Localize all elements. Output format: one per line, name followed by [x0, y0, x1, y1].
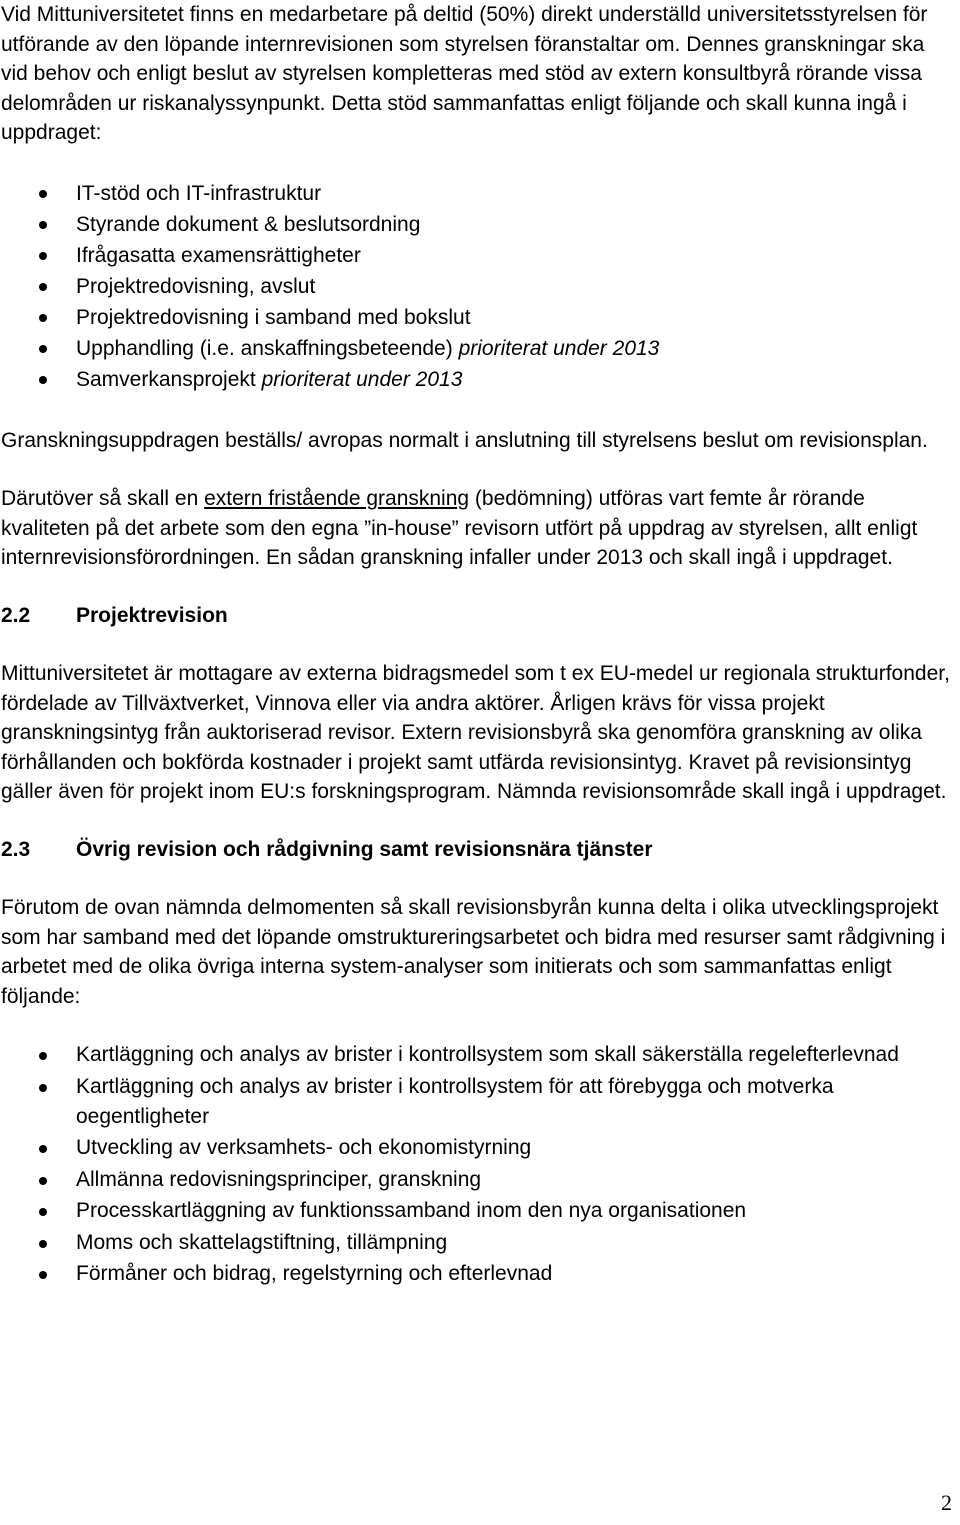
list-item: Kartläggning och analys av brister i kontrollsystem för att förebygga och motverka oegentligheter: [1, 1072, 951, 1132]
priority-note: prioriterat under 2013: [261, 367, 463, 391]
other-revision-paragraph: Förutom de ovan nämnda delmomenten så skall revisionsbyrån kunna delta i olika utvecklingsprojekt som har samband med det löpande omstruktureringsarbetet och bidra med resurser samt rådgivning i arbetet med de olika övriga interna system-analyser som initierats och som sammanfattas enligt följande:: [1, 896, 946, 1008]
bullet-icon: [39, 1177, 47, 1185]
list-item: Ifrågasatta examensrättigheter: [1, 240, 951, 271]
section-number: 2.3: [1, 837, 31, 861]
external-review-paragraph: Därutöver så skall en extern fristående granskning (bedömning) utföras vart femte år rörande kvaliteten på det arbete som den egna ”in-house” revisorn utfört på uppdrag av styrelsen, allt enligt internrevisionsförordningen. En sådan granskning infaller under 2013 och skall ingå i uppdraget.: [1, 487, 918, 569]
support-areas-list: [1, 178, 951, 395]
bullet-icon: [39, 1052, 47, 1060]
list-item: Utveckling av verksamhets- och ekonomistyrning: [1, 1133, 951, 1163]
section-heading-2-2: [1, 601, 951, 631]
list-item: Förmåner och bidrag, regelstyrning och efterlevnad: [1, 1259, 951, 1289]
list-item: IT-stöd och IT-infrastruktur: [1, 178, 951, 209]
project-revision-paragraph: Mittuniversitetet är mottagare av externa bidragsmedel som t ex EU-medel ur regionala strukturfonder, fördelade av Tillväxtverket, Vinnova eller via andra aktörer. Årligen krävs för vissa projekt granskningsintyg från auktoriserad revisor. Extern revisionsbyrå ska genomföra granskning av olika förhållanden och bokförda kostnader i projekt samt utfärda revisionsintyg. Kravet på revisionsintyg gäller även för projekt inom EU:s forskningsprogram. Nämnda revisionsområde skall ingå i uppdraget.: [1, 662, 950, 803]
list-item: Styrande dokument & beslutsordning: [1, 209, 951, 240]
bullet-icon: [39, 376, 47, 384]
external-review-term: extern fristående granskning: [204, 487, 470, 510]
list-item: Upphandling (i.e. anskaffningsbeteende) prioriterat under 2013: [1, 333, 951, 364]
bullet-icon: [39, 252, 47, 260]
development-projects-list: [1, 1040, 951, 1289]
bullet-icon: [39, 1145, 47, 1153]
list-item: Projektredovisning, avslut: [1, 271, 951, 302]
list-item: Moms och skattelagstiftning, tillämpning: [1, 1228, 951, 1258]
list-item: Kartläggning och analys av brister i kontrollsystem som skall säkerställa regelefterlevnad: [1, 1040, 951, 1070]
document-page: [1, 0, 951, 1291]
list-item: Projektredovisning i samband med bokslut: [1, 302, 951, 333]
section-heading-2-3: [1, 835, 951, 865]
list-item: Processkartläggning av funktionssamband inom den nya organisationen: [1, 1196, 951, 1226]
bullet-icon: [39, 345, 47, 353]
section-number: 2.2: [1, 603, 31, 627]
bullet-icon: [39, 221, 47, 229]
section-title: Projektrevision: [76, 603, 228, 627]
list-item: Allmänna redovisningsprinciper, granskning: [1, 1165, 951, 1195]
bullet-icon: [39, 314, 47, 322]
intro-paragraph: Vid Mittuniversitetet finns en medarbetare på deltid (50%) direkt underställd universitetsstyrelsen för utförande av den löpande internrevisionen som styrelsen föranstaltar om. Dennes granskningar ska vid behov och enligt beslut av styrelsen kompletteras med stöd av extern konsultbyrå rörande vissa delområden ur riskanalyssynpunkt. Detta stöd sammanfattas enligt följande och skall kunna ingå i uppdraget:: [1, 3, 928, 144]
list-item: Samverkansprojekt prioriterat under 2013: [1, 364, 951, 395]
bullet-icon: [39, 1084, 47, 1092]
ordering-paragraph: Granskningsuppdragen beställs/ avropas normalt i anslutning till styrelsens beslut om revisionsplan.: [1, 428, 928, 452]
bullet-icon: [39, 1240, 47, 1248]
page-number: 2: [941, 1490, 952, 1515]
bullet-icon: [39, 190, 47, 198]
bullet-icon: [39, 1208, 47, 1216]
section-title: Övrig revision och rådgivning samt revisionsnära tjänster: [76, 837, 653, 861]
bullet-icon: [39, 1271, 47, 1279]
bullet-icon: [39, 283, 47, 291]
priority-note: prioriterat under 2013: [458, 336, 660, 360]
